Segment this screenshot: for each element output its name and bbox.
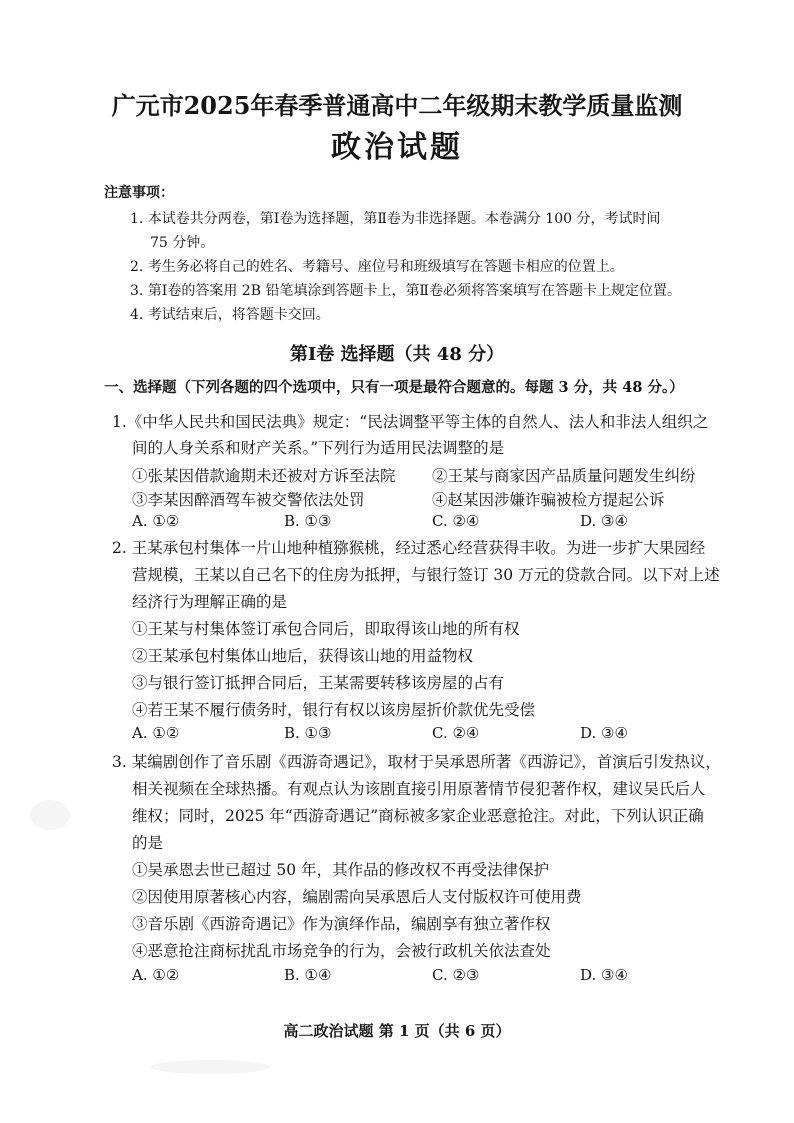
question-3-option-4: ④恶意抢注商标扰乱市场竞争的行为，会被行政机关依法查处: [132, 942, 551, 960]
notice-item-2: [130, 256, 624, 276]
notice-item-4: [130, 304, 330, 324]
question-3-choice-a: A. ①②: [132, 966, 180, 984]
question-3-choice-b: B. ①④: [284, 966, 332, 984]
notice-item-number: 4.: [130, 307, 144, 323]
question-2-stem-line: 经济行为理解正确的是: [132, 593, 288, 611]
question-1-stem-line: 1.《中华人民共和国民法典》规定：“民法调整平等主体的自然人、法人和非法人组织之: [112, 413, 709, 431]
notice-item-text: 考生务必将自己的姓名、考籍号、座位号和班级填写在答题卡相应的位置上。: [147, 259, 624, 275]
question-1-option-1: ①张某因借款逾期未还被对方诉至法院: [132, 467, 396, 485]
notice-item-number: 3.: [130, 283, 144, 299]
notice-item-3: [130, 280, 681, 300]
section-instruction: 一、选择题（下列各题的四个选项中，只有一项是最符合题意的。每题 3 分，共 48 分。）: [104, 379, 684, 396]
notice-item-number: 1.: [130, 211, 144, 227]
question-1-choice-a: A. ①②: [132, 512, 180, 530]
question-2-choice-a: A. ①②: [132, 724, 180, 742]
scan-smudge: [150, 1060, 270, 1074]
question-2-choice-b: B. ①③: [284, 724, 332, 742]
question-3-option-1: ①吴承恩去世已超过 50 年，其作品的修改权不再受法律保护: [132, 861, 550, 879]
question-1-option-3: ③李某因醉酒驾车被交警依法处罚: [132, 491, 365, 509]
question-3-option-3: ③音乐剧《西游奇遇记》作为演绎作品，编剧享有独立著作权: [132, 915, 551, 933]
question-2-stem-line: 2. 王某承包村集体一片山地种植猕猴桃，经过悉心经营获得丰收。为进一步扩大果园经: [112, 539, 706, 557]
question-1-stem-line: 间的人身关系和财产关系。”下列行为适用民法调整的是: [132, 439, 505, 457]
question-2-option-2: ②王某承包村集体山地后，获得该山地的用益物权: [132, 647, 474, 665]
question-2-stem-line: 营规模，王某以自己名下的住房为抵押，与银行签订 30 万元的贷款合同。以下对上述: [132, 566, 720, 584]
notice-item-text: 第Ⅰ卷的答案用 2B 铅笔填涂到答题卡上，第Ⅱ卷必须将答案填写在答题卡上规定位置。: [147, 283, 681, 299]
question-3-choice-c: C. ②③: [432, 966, 480, 984]
question-3-stem-line: 的是: [132, 834, 164, 852]
question-1-option-2: ②王某与商家因产品质量问题发生纠纷: [432, 467, 696, 485]
question-1-choice-d: D. ③④: [580, 512, 628, 530]
question-3-stem-line: 维权；同时，2025 年“西游奇遇记”商标被多家企业恶意抢注。对此，下列认识正确: [132, 807, 704, 825]
exam-title: 广元市2025年春季普通高中二年级期末教学质量监测: [111, 91, 683, 120]
question-3-option-2: ②因使用原著核心内容，编剧需向吴承恩后人支付版权许可使用费: [132, 888, 582, 906]
notice-heading: 注意事项：: [104, 185, 174, 201]
question-1-choice-c: C. ②④: [432, 512, 480, 530]
question-2-choice-c: C. ②④: [432, 724, 480, 742]
page-footer: 高二政治试题 第 1 页（共 6 页）: [283, 1022, 511, 1040]
question-1-choice-b: B. ①③: [284, 512, 332, 530]
notice-item-text: 本试卷共分两卷，第Ⅰ卷为选择题，第Ⅱ卷为非选择题。本卷满分 100 分，考试时间: [147, 211, 661, 227]
notice-item-number: 2.: [130, 259, 144, 275]
question-2-option-3: ③与银行签订抵押合同后，王某需要转移该房屋的占有: [132, 674, 505, 692]
question-3-stem-line: 3. 某编剧创作了音乐剧《西游奇遇记》，取材于吴承恩所著《西游记》，首演后引发热议，: [112, 753, 721, 771]
question-1-option-4: ④赵某因涉嫌诈骗被检方提起公诉: [432, 491, 665, 509]
scan-smudge: [30, 800, 70, 830]
notice-item-1: [130, 208, 660, 228]
notice-item-text: 考试结束后，将答题卡交回。: [147, 307, 330, 323]
section-title: 第Ⅰ卷 选择题（共 48 分）: [289, 344, 505, 365]
question-3-choice-d: D. ③④: [580, 966, 628, 984]
notice-item-1-continued: 75 分钟。: [150, 235, 215, 251]
subject-title: 政治试题: [331, 130, 463, 165]
question-2-option-1: ①王某与村集体签订承包合同后，即取得该山地的所有权: [132, 620, 520, 638]
question-2-choice-d: D. ③④: [580, 724, 628, 742]
question-2-option-4: ④若王某不履行债务时，银行有权以该房屋折价款优先受偿: [132, 701, 536, 719]
question-3-stem-line: 相关视频在全球热播。有观点认为该剧直接引用原著情节侵犯著作权，建议吴氏后人: [132, 780, 706, 798]
